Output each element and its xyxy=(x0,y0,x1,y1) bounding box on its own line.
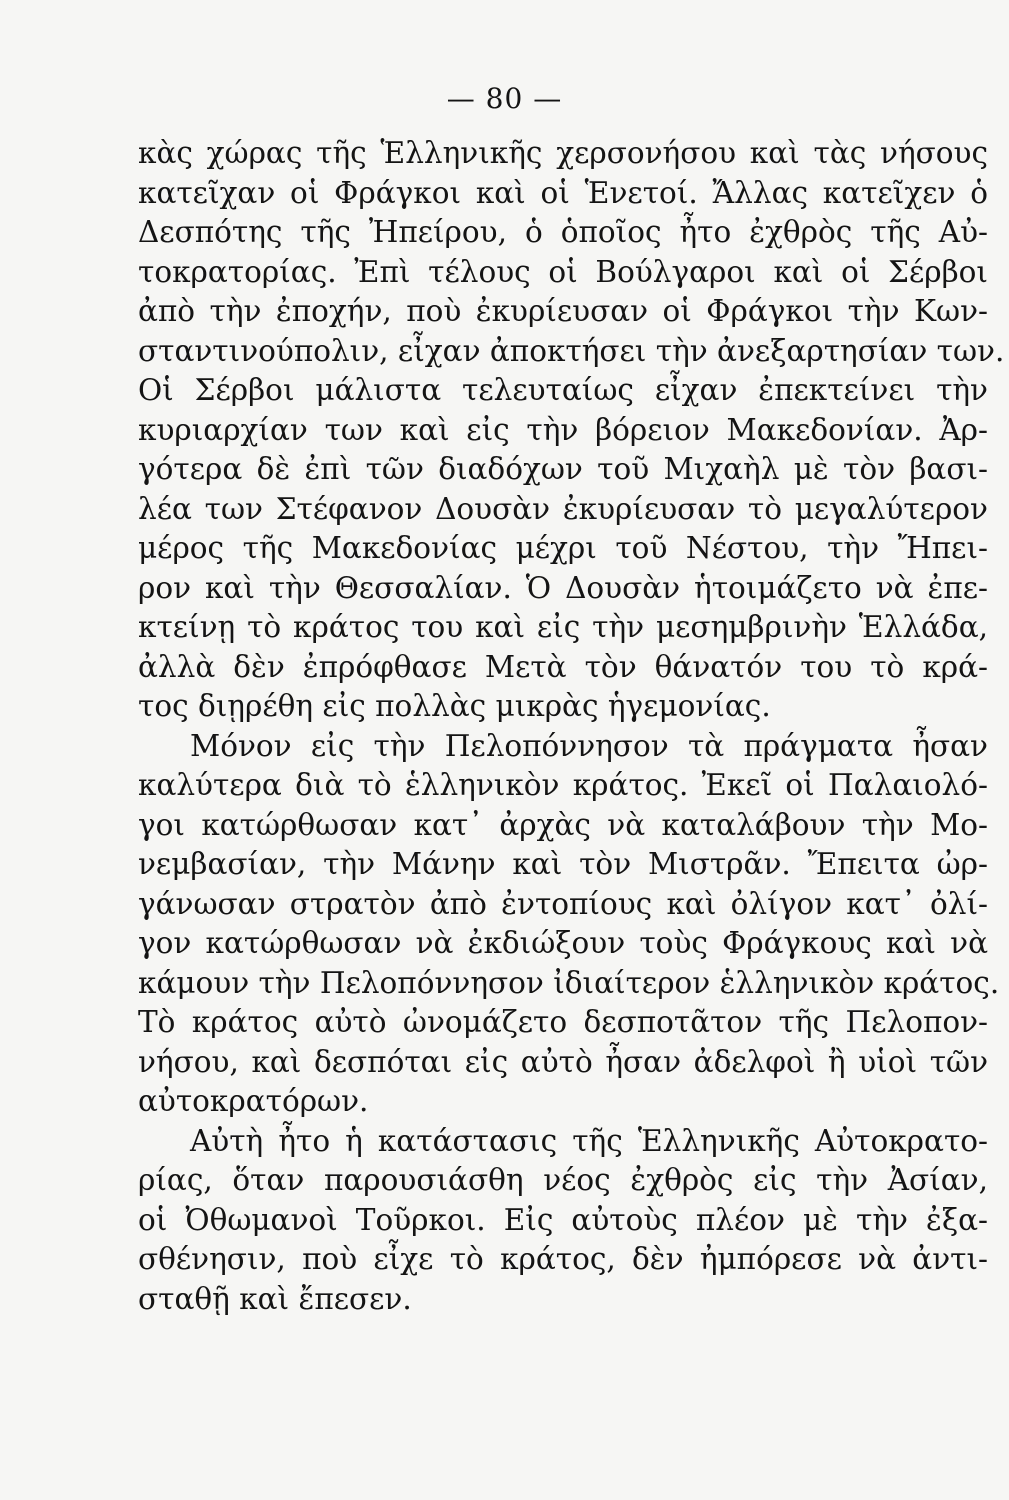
text-line: τος διῃρέθη εἰς πολλὰς μικρὰς ἡγεμονίας. xyxy=(138,689,771,723)
text-line: μέρος τῆς Μακεδονίας μέχρι τοῦ Νέστου, τὴν Ἤπει- xyxy=(138,531,988,565)
text-line: Μόνον εἰς τὴν Πελοπόννησον τὰ πράγματα ἦσαν xyxy=(190,728,988,763)
text-line: νεμβασίαν, τὴν Μάνην καὶ τὸν Μιστρᾶν. Ἔπειτα ὠρ- xyxy=(138,847,988,881)
paragraph xyxy=(138,134,1005,727)
text-line: ρίας, ὅταν παρουσιάσθη νέος ἐχθρὸς εἰς τὴν Ἀσίαν, xyxy=(138,1163,988,1197)
text-line: κτείνῃ τὸ κράτος του καὶ εἰς τὴν μεσημβρινὴν Ἑλλάδα, xyxy=(138,610,988,644)
text-line: κατεῖχαν οἱ Φράγκοι καὶ οἱ Ἑνετοί. Ἄλλας κατεῖχεν ὁ xyxy=(138,175,988,210)
text-line: λέα των Στέφανον Δουσὰν ἐκυρίευσαν τὸ μεγαλύτερον xyxy=(138,491,988,526)
body-text xyxy=(138,134,1005,1319)
text-line: νήσου, καὶ δεσπόται εἰς αὐτὸ ἦσαν ἀδελφοὶ ἢ υἱοὶ τῶν xyxy=(138,1044,988,1079)
text-line: Δεσπότης τῆς Ἠπείρου, ὁ ὁποῖος ἦτο ἐχθρὸς τῆς Αὐ- xyxy=(138,215,988,249)
text-line: κυριαρχίαν των καὶ εἰς τὴν βόρειον Μακεδονίαν. Ἀρ- xyxy=(138,412,988,447)
text-line: κὰς χώρας τῆς Ἑλληνικῆς χερσονήσου καὶ τὰς νήσους xyxy=(138,136,988,170)
text-line: σταθῇ καὶ ἔπεσεν. xyxy=(138,1281,412,1316)
text-line: Τὸ κράτος αὐτὸ ὠνομάζετο δεσποτᾶτον τῆς Πελοπον- xyxy=(138,1005,988,1039)
text-line: γάνωσαν στρατὸν ἀπὸ ἐντοπίους καὶ ὀλίγον κατ᾽ ὀλί- xyxy=(138,886,988,921)
text-line: αὐτοκρατόρων. xyxy=(138,1084,369,1118)
text-line: οἱ Ὀθωμανοὶ Τοῦρκοι. Εἰς αὐτοὺς πλέον μὲ τὴν ἐξα- xyxy=(138,1202,988,1237)
text-line: Οἱ Σέρβοι μάλιστα τελευταίως εἶχαν ἐπεκτείνει τὴν xyxy=(138,373,988,407)
text-line: γότερα δὲ ἐπὶ τῶν διαδόχων τοῦ Μιχαὴλ μὲ τὸν βασι- xyxy=(138,452,988,486)
text-line: ἀπὸ τὴν ἐποχήν, ποὺ ἐκυρίευσαν οἱ Φράγκοι τὴν Κων- xyxy=(138,294,988,328)
text-line: σταντινούπολιν, εἶχαν ἀποκτήσει τὴν ἀνεξαρτησίαν των. xyxy=(138,333,1005,368)
text-line: τοκρατορίας. Ἐπὶ τέλους οἱ Βούλγαροι καὶ οἱ Σέρβοι xyxy=(138,254,988,289)
text-line: κάμουν τὴν Πελοπόννησον ἰδιαίτερον ἑλληνικὸν κράτος. xyxy=(138,965,1000,1000)
text-line: καλύτερα διὰ τὸ ἑλληνικὸν κράτος. Ἐκεῖ οἱ Παλαιολό- xyxy=(138,768,988,802)
text-line: γοι κατώρθωσαν κατ᾽ ἀρχὰς νὰ καταλάβουν τὴν Μο- xyxy=(138,807,988,842)
paragraph xyxy=(138,1122,988,1320)
paragraph xyxy=(138,727,1000,1122)
text-line: γον κατώρθωσαν νὰ ἐκδιώξουν τοὺς Φράγκους καὶ νὰ xyxy=(138,926,988,960)
page-number: — 80 — xyxy=(446,82,563,115)
text-line: Αὐτὴ ἦτο ἡ κατάστασις τῆς Ἑλληνικῆς Αὐτοκρατο- xyxy=(190,1123,988,1158)
text-line: ἀλλὰ δὲν ἐπρόφθασε Μετὰ τὸν θάνατόν του τὸ κρά- xyxy=(138,649,988,684)
text-line: σθένησιν, ποὺ εἶχε τὸ κράτος, δὲν ἠμπόρεσε νὰ ἀντι- xyxy=(138,1242,988,1276)
text-line: ρον καὶ τὴν Θεσσαλίαν. Ὁ Δουσὰν ἡτοιμάζετο νὰ ἐπε- xyxy=(138,570,988,605)
